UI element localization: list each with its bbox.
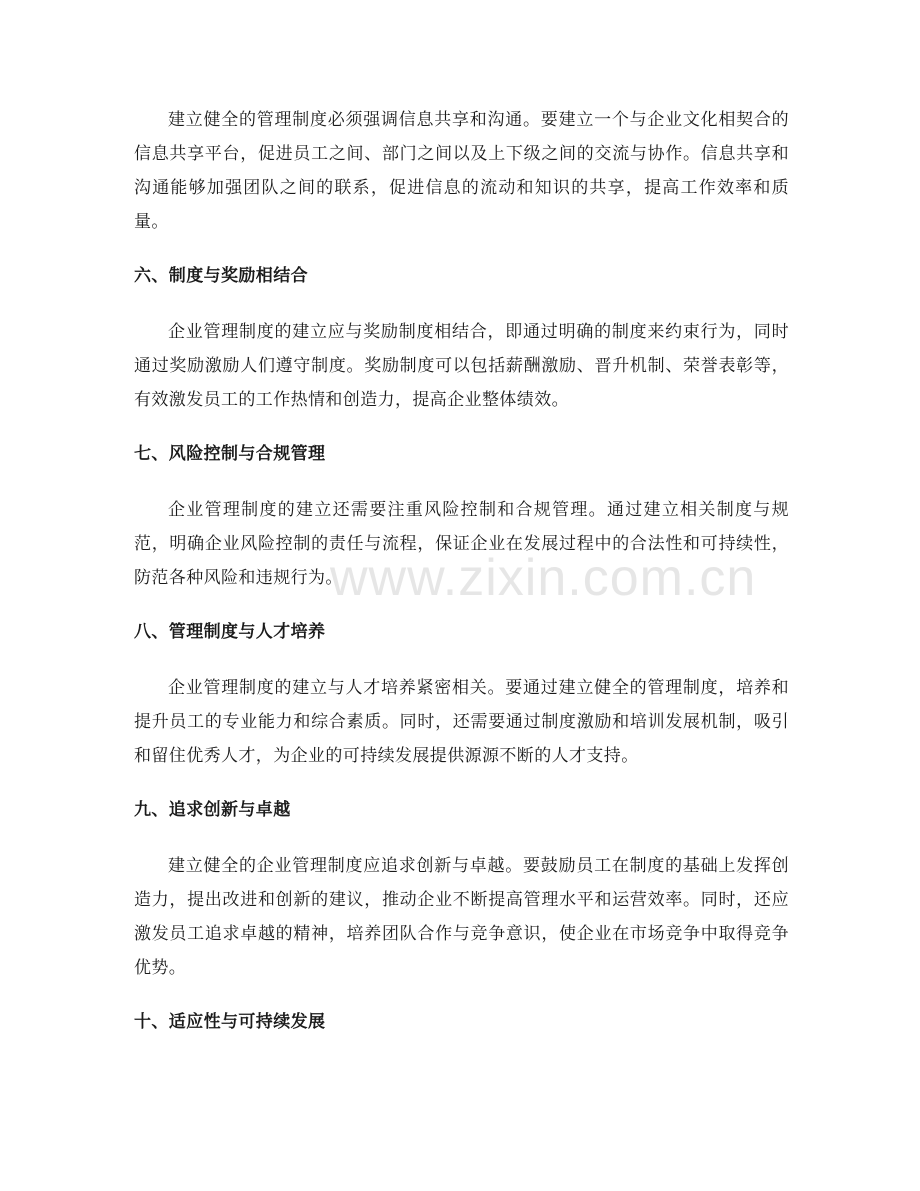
intro-paragraph: 建立健全的管理制度必须强调信息共享和沟通。要建立一个与企业文化相契合的信息共享平台，促进员工之间、部门之间以及上下级之间的交流与协作。信息共享和沟通能够加强团队之间的联系，促进信息的流动和知识的共享，提高工作效率和质量。 [134, 110, 789, 232]
section-paragraph-9: 建立健全的企业管理制度应追求创新与卓越。要鼓励员工在制度的基础上发挥创造力，提出改进和创新的建议，推动企业不断提高管理水平和运营效率。同时，还应激发员工追求卓越的精神，培养团队合作与竞争意识，使企业在市场竞争中取得竞争优势。 [134, 856, 789, 978]
section-paragraph-6: 企业管理制度的建立应与奖励制度相结合，即通过明确的制度来约束行为，同时通过奖励激励人们遵守制度。奖励制度可以包括薪酬激励、晋升机制、荣誉表彰等，有效激发员工的工作热情和创造力，提高企业整体绩效。 [134, 322, 789, 410]
section-paragraph-8: 企业管理制度的建立与人才培养紧密相关。要通过建立健全的管理制度，培养和提升员工的专业能力和综合素质。同时，还需要通过制度激励和培训发展机制，吸引和留住优秀人才，为企业的可持续发展提供源源不断的人才支持。 [134, 678, 789, 766]
document-body [134, 103, 789, 1061]
section-heading-10: 十、适应性与可持续发展 [134, 1012, 326, 1032]
watermark: www.zixin.com.cn [330, 549, 757, 607]
section-heading-6: 六、制度与奖励相结合 [134, 266, 308, 286]
section-heading-8: 八、管理制度与人才培养 [134, 622, 326, 642]
section-heading-9: 九、追求创新与卓越 [134, 800, 291, 820]
section-paragraph-7: 企业管理制度的建立还需要注重风险控制和合规管理。通过建立相关制度与规范，明确企业风险控制的责任与流程，保证企业在发展过程中的合法性和可持续性，防范各种风险和违规行为。 [134, 500, 789, 588]
section-heading-7: 七、风险控制与合规管理 [134, 444, 326, 464]
